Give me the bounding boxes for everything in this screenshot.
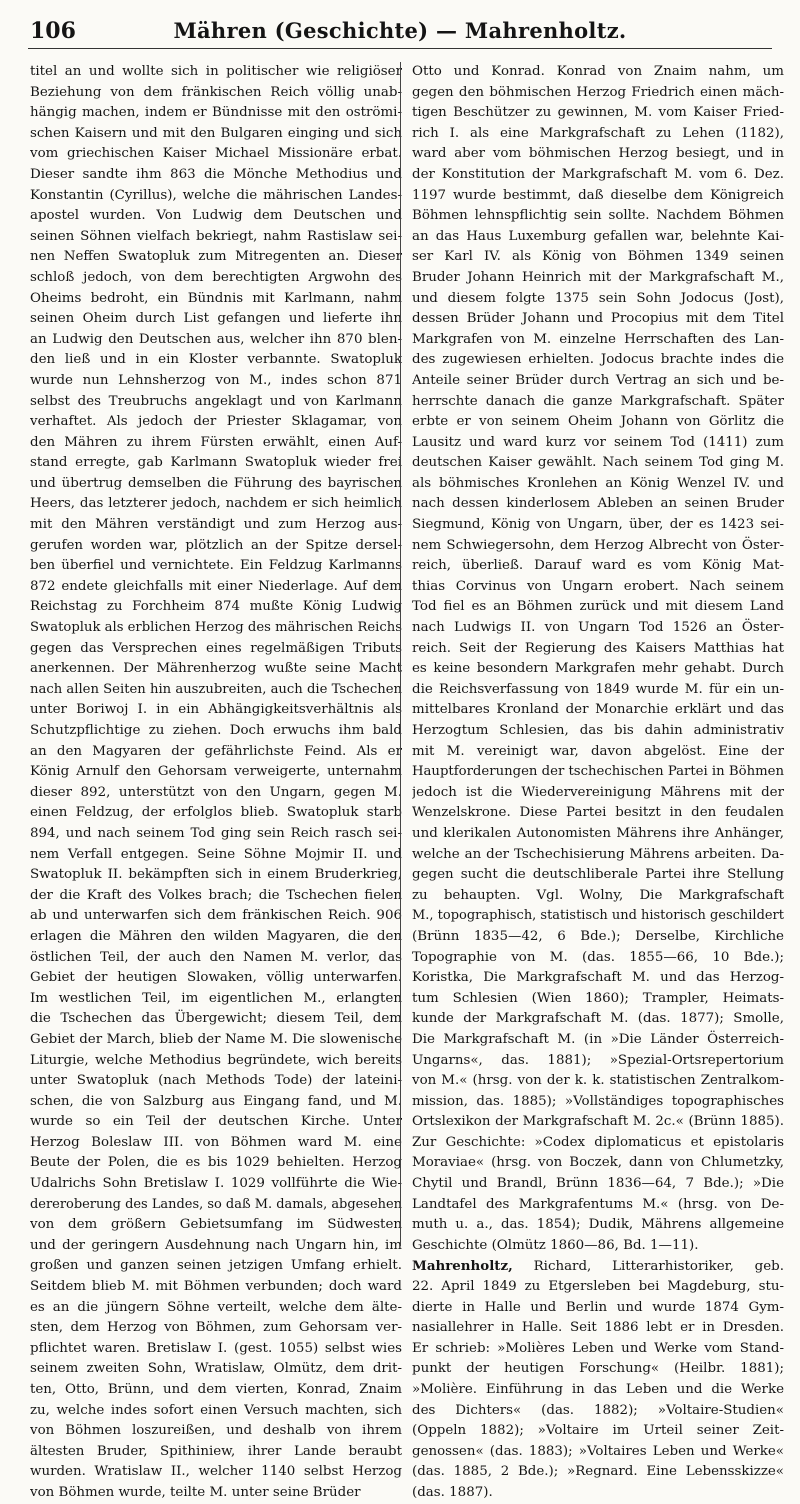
text-line bbox=[412, 165, 784, 186]
text-line-content: zu, welche indes sofort einen Versuch machten, sich bbox=[30, 1402, 402, 1418]
text-line bbox=[30, 103, 402, 124]
text-line-content: an das Haus Luxemburg gefallen war, belehnte Kai- bbox=[412, 228, 784, 244]
text-line-content: Herzogtum Schlesien, das bis dahin administrativ bbox=[412, 723, 784, 738]
text-line bbox=[412, 1339, 784, 1360]
text-line bbox=[412, 845, 784, 866]
text-line-content: gerufen worden war, plötzlich an der Spitze dersel- bbox=[30, 537, 402, 553]
text-line bbox=[412, 1071, 784, 1092]
running-title: Mähren (Geschichte) — Mahrenholtz. bbox=[173, 18, 627, 43]
text-line-content: Seitdem blieb M. mit Böhmen verbunden; doch ward bbox=[30, 1279, 402, 1295]
text-line bbox=[30, 392, 402, 413]
text-line-content: ältesten Bruder, Spithiniew, ihrer Lande beraubt bbox=[30, 1443, 402, 1459]
text-line bbox=[30, 1009, 402, 1030]
text-line bbox=[412, 659, 784, 680]
text-line-content: gegen den böhmischen Herzog Friedrich einen mäch- bbox=[412, 84, 784, 100]
text-line-content: den ließ und in ein Kloster verbannte. Swatopluk bbox=[30, 352, 402, 368]
text-line-content: verhaftet. Als jedoch der Priester Sklagamar, von bbox=[30, 414, 402, 430]
text-line-content: (Oppeln 1882); »Voltaire im Urteil seiner Zeit- bbox=[412, 1423, 784, 1439]
text-line-content: »Molière. Einführung in das Leben und die Werke bbox=[412, 1382, 784, 1397]
text-line-content: stand erregte, gab Karlmann Swatopluk wieder frei bbox=[30, 455, 402, 471]
text-line-content: seinen Oheim durch List gefangen und lieferte ihn bbox=[30, 311, 402, 327]
text-line-content: Landtafel des Markgrafentums M.« (hrsg. von De- bbox=[412, 1196, 784, 1212]
text-line-content: selbst des Treubruchs angeklagt und von Karlmann bbox=[30, 393, 402, 409]
text-line-content: Siegmund, König von Ungarn, über, der es 1423 sei- bbox=[412, 517, 784, 533]
text-line bbox=[30, 1071, 402, 1092]
text-line bbox=[412, 1277, 784, 1298]
text-line bbox=[30, 577, 402, 598]
text-line bbox=[412, 330, 784, 351]
text-line-content: ben überfiel und vernichtete. Ein Feldzug Karlmanns bbox=[30, 558, 402, 574]
text-line bbox=[30, 1030, 402, 1051]
text-line bbox=[30, 268, 402, 289]
text-line-content: und klerikalen Autonomisten Mährens ihre Anhänger, bbox=[412, 825, 784, 841]
text-line-content: Lausitz und ward kurz vor seinem Tod (1411) zum bbox=[412, 434, 784, 450]
text-line-content: der Konstitution der Markgrafschaft M. vom 6. Dez. bbox=[412, 166, 784, 182]
text-line-content: tum Schlesien (Wien 1860); Trampler, Heimats- bbox=[412, 990, 784, 1006]
text-line bbox=[412, 206, 784, 227]
text-line-content: genossen« (das. 1883); »Voltaires Leben und Werke« bbox=[412, 1443, 784, 1459]
text-line bbox=[30, 309, 402, 330]
text-line bbox=[412, 227, 784, 248]
text-line-content: und der geringern Ausdehnung nach Ungarn hin, im bbox=[30, 1237, 402, 1253]
text-line-content: tigen Beschützer zu gewinnen, M. vom Kaiser Fried- bbox=[412, 105, 784, 121]
text-line bbox=[30, 886, 402, 907]
text-line bbox=[412, 1462, 784, 1483]
text-line bbox=[412, 392, 784, 413]
text-line bbox=[30, 783, 402, 804]
text-line bbox=[412, 1236, 784, 1257]
text-line bbox=[412, 536, 784, 557]
text-line-content: seinem zweiten Sohn, Wratislaw, Olmütz, dem drit- bbox=[30, 1361, 402, 1377]
text-line-content: König Arnulf den Gehorsam verweigerte, unternahm bbox=[30, 764, 402, 780]
text-line-content: an Ludwig den Deutschen aus, welcher ihn 870 blen- bbox=[30, 331, 402, 347]
text-line-content: Im westlichen Teil, im eigentlichen M., erlangten bbox=[30, 990, 402, 1006]
text-line bbox=[30, 186, 402, 207]
text-line bbox=[30, 1380, 402, 1401]
text-line bbox=[30, 62, 402, 83]
text-line bbox=[412, 186, 784, 207]
text-line-content: Geschichte (Olmütz 1860—86, Bd. 1—11). bbox=[412, 1237, 699, 1253]
text-line bbox=[30, 742, 402, 763]
text-line bbox=[30, 289, 402, 310]
text-line-content: des Dichters« (das. 1882); »Voltaire-Studien« bbox=[412, 1402, 784, 1418]
text-line bbox=[412, 1442, 784, 1463]
text-line-content: von dem größern Gebietsumfang im Südwesten bbox=[30, 1217, 402, 1233]
text-line-content: ser Karl IV. als König von Böhmen 1349 seinen bbox=[412, 249, 784, 265]
text-line-content: Topographie von M. (das. 1855—66, 10 Bde.); bbox=[412, 949, 784, 965]
text-line-content: es keine besondern Markgrafen mehr gehabt. Durch bbox=[412, 661, 784, 677]
text-line-content: Herzog Boleslaw III. von Böhmen ward M. eine bbox=[30, 1134, 402, 1150]
text-line bbox=[30, 989, 402, 1010]
text-line bbox=[412, 103, 784, 124]
text-line bbox=[412, 721, 784, 742]
text-line-content: Chytil und Brandl, Brünn 1836—64, 7 Bde.); »Die bbox=[412, 1176, 784, 1192]
text-line-content: Böhmen lehnspflichtig sein sollte. Nachdem Böhmen bbox=[412, 208, 784, 224]
text-line bbox=[412, 1051, 784, 1072]
text-line bbox=[30, 803, 402, 824]
text-line bbox=[30, 1133, 402, 1154]
text-line-content: als böhmisches Kronlehen an König Wenzel IV. und bbox=[412, 475, 784, 491]
text-line bbox=[412, 762, 784, 783]
text-line-content: Otto und Konrad. Konrad von Znaim nahm, um bbox=[412, 64, 784, 79]
text-line bbox=[30, 350, 402, 371]
text-line bbox=[412, 865, 784, 886]
text-line bbox=[412, 989, 784, 1010]
text-line-content: unter Boriwoj I. in ein Abhängigkeitsverhältnis als bbox=[30, 702, 402, 718]
text-line bbox=[412, 247, 784, 268]
text-line-content: schen Kaisern und mit den Bulgaren einging und sich bbox=[30, 125, 402, 141]
text-line-content: Beziehung von dem fränkischen Reich völlig unab- bbox=[30, 84, 402, 100]
text-line bbox=[412, 700, 784, 721]
text-line-content: großen und ganzen seinen jetzigen Umfang erhielt. bbox=[30, 1258, 402, 1274]
text-line bbox=[30, 165, 402, 186]
text-line bbox=[412, 1256, 784, 1277]
text-line-content: Die Markgrafschaft M. (in »Die Länder Österreich- bbox=[412, 1031, 784, 1047]
text-line bbox=[412, 474, 784, 495]
left-column bbox=[30, 62, 402, 1504]
column-divider bbox=[400, 62, 401, 1246]
text-line-content: (das. 1887). bbox=[412, 1484, 493, 1500]
text-line bbox=[30, 1442, 402, 1463]
text-line-content: seinen Söhnen vielfach bekriegt, nahm Rastislaw sei- bbox=[30, 228, 402, 244]
text-line-content: und übertrug demselben die Führung des bayrischen bbox=[30, 475, 402, 491]
text-line-content: und diesem folgte 1375 sein Sohn Jodocus (Jost), bbox=[412, 290, 784, 306]
text-line-content: mit den Mähren verständigt und zum Herzog aus- bbox=[30, 517, 402, 533]
text-line bbox=[30, 845, 402, 866]
text-line bbox=[30, 412, 402, 433]
text-line-content: 22. April 1849 zu Etgersleben bei Magdeburg, stu- bbox=[412, 1279, 784, 1295]
text-line-content: rich I. als eine Markgrafschaft zu Lehen (1182), bbox=[412, 125, 784, 141]
text-line-content: Swatopluk II. bekämpften sich in einem Bruderkrieg, bbox=[30, 867, 402, 883]
text-line-content: schloß jedoch, von dem berechtigten Argwohn des bbox=[30, 269, 402, 285]
text-line bbox=[412, 948, 784, 969]
text-line bbox=[30, 1359, 402, 1380]
text-line-content: wurden. Wratislaw II., welcher 1140 selbst Herzog bbox=[30, 1464, 402, 1480]
text-line bbox=[30, 206, 402, 227]
text-line-content: die Reichsverfassung von 1849 wurde M. für ein un- bbox=[412, 681, 784, 697]
text-line bbox=[30, 433, 402, 454]
text-line-content: östlichen Teil, der auch den Namen M. verlor, das bbox=[30, 949, 402, 965]
text-line bbox=[412, 1318, 784, 1339]
text-line bbox=[412, 742, 784, 763]
text-line-content: einen Feldzug, der erfolglos blieb. Swatopluk starb bbox=[30, 805, 402, 821]
text-line-content: 1197 wurde bestimmt, daß dieselbe dem Königreich bbox=[412, 187, 784, 203]
text-line-content: dierte in Halle und Berlin und wurde 1874 Gym- bbox=[412, 1299, 784, 1315]
text-line bbox=[412, 1380, 784, 1401]
text-line bbox=[30, 144, 402, 165]
text-line bbox=[412, 1359, 784, 1380]
text-line-content: ten, Otto, Brünn, und dem vierten, Konrad, Znaim bbox=[30, 1382, 402, 1397]
text-line-content: zu behaupten. Vgl. Wolny, Die Markgrafschaft bbox=[412, 887, 784, 903]
text-line bbox=[412, 1133, 784, 1154]
text-line bbox=[412, 1112, 784, 1133]
text-line bbox=[30, 124, 402, 145]
text-line-content: reich, überließ. Darauf ward es vom König Mat- bbox=[412, 558, 784, 574]
text-line bbox=[412, 1215, 784, 1236]
text-line bbox=[412, 433, 784, 454]
text-line-content: der die Kraft des Volkes brach; die Tschechen fielen bbox=[30, 887, 402, 903]
text-line bbox=[30, 824, 402, 845]
text-line-content: herrschte danach die ganze Markgrafschaft. Später bbox=[412, 393, 784, 409]
text-line-content: Tod fiel es an Böhmen zurück und mit diesem Land bbox=[412, 599, 784, 615]
text-line bbox=[30, 1421, 402, 1442]
text-line bbox=[412, 577, 784, 598]
text-line bbox=[412, 597, 784, 618]
text-line-content: des zugewiesen erhielten. Jodocus brachte indes die bbox=[412, 352, 784, 368]
text-line bbox=[412, 515, 784, 536]
text-line-content: Er schrieb: »Molières Leben und Werke vom Stand- bbox=[412, 1340, 784, 1356]
text-line-content: Moraviae« (hrsg. von Boczek, dann von Chlumetzky, bbox=[412, 1155, 784, 1171]
text-line bbox=[30, 515, 402, 536]
text-line-content: (Brünn 1835—42, 6 Bde.); Derselbe, Kirchliche bbox=[412, 928, 784, 944]
text-line bbox=[412, 1483, 784, 1504]
text-line-content: sten, dem Herzog von Böhmen, zum Gehorsam ver- bbox=[30, 1320, 402, 1336]
text-line-content: Swatopluk als erblichen Herzog des mährischen Reichs bbox=[30, 620, 402, 636]
text-line-content: Anteile seiner Brüder durch Vertrag an sich und be- bbox=[412, 372, 784, 388]
text-line bbox=[30, 1236, 402, 1257]
text-line bbox=[412, 1030, 784, 1051]
text-line bbox=[412, 1009, 784, 1030]
text-line-content: vom griechischen Kaiser Michael Missionäre erbat. bbox=[30, 146, 402, 162]
text-line-content: anerkennen. Der Mährenherzog wußte seine Macht bbox=[30, 661, 402, 677]
text-line-content: die Tschechen das Übergewicht; diesem Teil, dem bbox=[30, 1011, 402, 1027]
text-line-content: dieser 892, unterstützt von den Ungarn, gegen M. bbox=[30, 784, 402, 800]
text-line-content: Mahrenholtz, Richard, Litterarhistoriker, geb. bbox=[412, 1258, 784, 1275]
text-line bbox=[412, 412, 784, 433]
text-line-content: nach Ludwigs II. von Ungarn Tod 1526 an Öster- bbox=[412, 620, 784, 636]
text-line-content: Heers, das letzterer jedoch, nachdem er sich heimlich bbox=[30, 496, 402, 512]
text-line-content: von Böhmen wurde, teilte M. unter seine Brüder bbox=[30, 1484, 361, 1500]
text-line bbox=[30, 1174, 402, 1195]
text-line-content: es an die jüngern Söhne verteilt, welche dem älte- bbox=[30, 1299, 402, 1315]
text-line-content: gegen sucht die deutschliberale Partei ihre Stellung bbox=[412, 867, 784, 883]
text-line-content: ab und unterwarfen sich dem fränkischen Reich. 906 bbox=[30, 908, 402, 924]
text-line bbox=[412, 1174, 784, 1195]
text-line bbox=[30, 83, 402, 104]
text-line bbox=[30, 1483, 402, 1504]
text-line bbox=[30, 494, 402, 515]
text-line bbox=[412, 886, 784, 907]
text-line bbox=[30, 1277, 402, 1298]
text-line bbox=[412, 83, 784, 104]
text-line bbox=[30, 453, 402, 474]
text-line bbox=[412, 371, 784, 392]
text-line-content: welche an der Tschechisierung Mährens arbeiten. Da- bbox=[412, 846, 784, 862]
text-line bbox=[412, 968, 784, 989]
text-line bbox=[30, 639, 402, 660]
text-line bbox=[412, 350, 784, 371]
text-line bbox=[30, 330, 402, 351]
text-line-content: unter Swatopluk (nach Methods Tode) der lateini- bbox=[30, 1073, 402, 1089]
text-line bbox=[412, 1092, 784, 1113]
text-line bbox=[30, 948, 402, 969]
text-line bbox=[412, 289, 784, 310]
text-line bbox=[30, 371, 402, 392]
text-line-content: Zur Geschichte: »Codex diplomaticus et epistolaris bbox=[412, 1134, 784, 1150]
text-line bbox=[30, 659, 402, 680]
text-line-content: schen, die von Salzburg aus Eingang fand, und M. bbox=[30, 1093, 402, 1109]
text-line bbox=[30, 1051, 402, 1072]
text-line-content: nem Verfall entgegen. Seine Söhne Mojmir II. und bbox=[30, 846, 402, 862]
text-line bbox=[412, 927, 784, 948]
text-line bbox=[412, 783, 784, 804]
text-line-content: nen Neffen Swatopluk zum Mitregenten an. Dieser bbox=[30, 249, 402, 265]
text-line bbox=[30, 762, 402, 783]
text-line bbox=[412, 906, 784, 927]
text-line bbox=[30, 1401, 402, 1422]
text-line-content: jedoch ist die Wiedervereinigung Mährens mit der bbox=[412, 784, 784, 800]
text-line-content: nem Schwiegersohn, dem Herzog Albrecht von Öster- bbox=[412, 537, 784, 553]
text-line bbox=[30, 556, 402, 577]
text-line-content: Schutzpflichtige zu ziehen. Doch erwuchs ihm bald bbox=[30, 723, 402, 738]
headword: Mahrenholtz, bbox=[412, 1258, 513, 1275]
right-column bbox=[412, 62, 784, 1504]
text-line-content: kunde der Markgrafschaft M. (das. 1877); Smolle, bbox=[412, 1011, 784, 1027]
text-line-content: an den Magyaren der gefährlichste Feind. Als er bbox=[30, 743, 402, 759]
text-line-content: Bruder Johann Heinrich mit der Markgrafschaft M., bbox=[412, 269, 784, 285]
text-line-content: pflichtet waren. Bretislaw I. (gest. 1055) selbst wies bbox=[30, 1340, 402, 1356]
text-line bbox=[30, 1256, 402, 1277]
text-line bbox=[30, 700, 402, 721]
text-line bbox=[412, 309, 784, 330]
text-line-content: 872 endete gleichfalls mit einer Niederlage. Auf dem bbox=[30, 578, 402, 594]
text-line-content: titel an und wollte sich in politischer wie religiöser bbox=[30, 64, 402, 79]
text-line bbox=[30, 1092, 402, 1113]
text-line bbox=[30, 1318, 402, 1339]
text-line-content: dereroberung des Landes, so daß M. damals, abgesehen bbox=[30, 1196, 402, 1212]
text-line-content: Dieser sandte ihm 863 die Mönche Methodius und bbox=[30, 166, 402, 182]
text-line bbox=[412, 1153, 784, 1174]
text-line-content: erlagen die Mähren den wilden Magyaren, die den bbox=[30, 928, 402, 944]
text-line bbox=[30, 618, 402, 639]
text-line bbox=[30, 1339, 402, 1360]
text-line-content: nach allen Seiten hin auszubreiten, auch die Tschechen bbox=[30, 681, 402, 697]
text-line bbox=[412, 639, 784, 660]
text-line-content: Konstantin (Cyrillus), welche die mährischen Landes- bbox=[30, 187, 402, 203]
text-line-content: wurde nun Lehnsherzog von M., indes schon 871 bbox=[30, 372, 402, 388]
text-line-content: Wenzelskrone. Diese Partei besitzt in den feudalen bbox=[412, 805, 784, 821]
text-line bbox=[30, 721, 402, 742]
text-line bbox=[412, 494, 784, 515]
text-line-content: Gebiet der March, blieb der Name M. Die slowenische bbox=[30, 1031, 402, 1047]
text-line bbox=[412, 124, 784, 145]
text-line-content: Liturgie, welche Methodius begründete, wich bereits bbox=[30, 1052, 402, 1068]
text-line bbox=[412, 268, 784, 289]
text-line bbox=[412, 1401, 784, 1422]
text-line-content: Reichstag zu Forchheim 874 mußte König Ludwig bbox=[30, 599, 402, 615]
text-line bbox=[30, 247, 402, 268]
text-line-content: wurde so ein Teil der deutschen Kirche. Unter bbox=[30, 1114, 402, 1130]
text-line bbox=[30, 865, 402, 886]
text-line-content: Beute der Polen, die es bis 1029 behielten. Herzog bbox=[30, 1155, 402, 1171]
text-line-content: thias Corvinus von Ungarn erobert. Nach seinem bbox=[412, 578, 784, 594]
page-header bbox=[28, 12, 772, 49]
text-line bbox=[30, 1153, 402, 1174]
text-line bbox=[412, 62, 784, 83]
page-number: 106 bbox=[30, 18, 76, 44]
text-line-content: mission, das. 1885); »Vollständiges topographisches bbox=[412, 1093, 784, 1109]
text-line-content: nasiallehrer in Halle. Seit 1886 lebt er in Dresden. bbox=[412, 1320, 784, 1336]
text-line-content: erbte er von seinem Oheim Johann von Görlitz die bbox=[412, 414, 784, 430]
text-line-content: Ortslexikon der Markgrafschaft M. 2c.« (Brünn 1885). bbox=[412, 1114, 784, 1130]
text-line-content: Hauptforderungen der tschechischen Partei in Böhmen bbox=[412, 764, 784, 780]
text-line bbox=[30, 680, 402, 701]
text-line bbox=[412, 618, 784, 639]
text-line-content: von Böhmen loszureißen, und deshalb von ihrem bbox=[30, 1423, 402, 1439]
text-line bbox=[30, 1112, 402, 1133]
text-line bbox=[30, 906, 402, 927]
text-line-content: gegen das Versprechen eines regelmäßigen Tributs bbox=[30, 640, 402, 656]
text-line bbox=[30, 1215, 402, 1236]
text-line bbox=[412, 803, 784, 824]
text-line bbox=[30, 227, 402, 248]
text-line-content: Ungarns«, das. 1881); »Spezial-Ortsrepertorium bbox=[412, 1052, 784, 1068]
text-line-content: Udalrichs Sohn Bretislaw I. 1029 vollführte die Wie- bbox=[30, 1176, 402, 1192]
text-line bbox=[30, 474, 402, 495]
text-line bbox=[412, 824, 784, 845]
text-line-content: mit M. vereinigt war, davon abgelöst. Eine der bbox=[412, 743, 784, 759]
text-line bbox=[412, 556, 784, 577]
text-line-content: mittelbares Kronland der Monarchie erklärt und das bbox=[412, 702, 784, 718]
text-line-content: hängig machen, indem er Bündnisse mit den oströmi- bbox=[30, 105, 402, 121]
text-line bbox=[412, 453, 784, 474]
text-line bbox=[30, 968, 402, 989]
text-line-content: Gebiet der heutigen Slowaken, völlig unterwarfen. bbox=[30, 970, 402, 986]
text-line-content: reich. Seit der Regierung des Kaisers Matthias hat bbox=[412, 640, 784, 656]
text-line-content: apostel wurden. Von Ludwig dem Deutschen und bbox=[30, 208, 402, 224]
text-line-content: dessen Brüder Johann und Procopius mit dem Titel bbox=[412, 311, 784, 327]
text-line bbox=[30, 1195, 402, 1216]
text-line bbox=[30, 597, 402, 618]
text-line bbox=[30, 927, 402, 948]
text-line-content: Koristka, Die Markgrafschaft M. und das Herzog- bbox=[412, 970, 784, 986]
text-line-content: deutschen Kaiser gewählt. Nach seinem Tod ging M. bbox=[412, 455, 784, 471]
text-line-content: punkt der heutigen Forschung« (Heilbr. 1881); bbox=[412, 1361, 784, 1377]
text-line bbox=[412, 144, 784, 165]
text-line-content: Markgrafen von M. einzelne Herrschaften des Lan- bbox=[412, 331, 784, 347]
text-line-content: Oheims bedroht, ein Bündnis mit Karlmann, nahm bbox=[30, 290, 402, 306]
text-line bbox=[412, 1421, 784, 1442]
text-line bbox=[30, 536, 402, 557]
text-line bbox=[412, 1195, 784, 1216]
text-line-content: 894, und nach seinem Tod ging sein Reich rasch sei- bbox=[30, 825, 402, 841]
text-line-content: M., topographisch, statistisch und historisch geschildert bbox=[412, 908, 784, 924]
text-line-content: muth u. a., das. 1854); Dudik, Mährens allgemeine bbox=[412, 1217, 784, 1233]
text-line bbox=[412, 680, 784, 701]
text-line-content: nach dessen kinderlosem Ableben an seinen Bruder bbox=[412, 496, 784, 512]
text-line bbox=[30, 1462, 402, 1483]
text-line-content: von M.« (hrsg. von der k. k. statistischen Zentralkom- bbox=[412, 1073, 784, 1089]
text-line bbox=[412, 1298, 784, 1319]
text-line-content: (das. 1885, 2 Bde.); »Regnard. Eine Lebensskizze« bbox=[412, 1464, 784, 1480]
text-line-content: ward aber vom böhmischen Herzog besiegt, und in bbox=[412, 146, 784, 162]
text-line bbox=[30, 1298, 402, 1319]
text-line-content: den Mähren zu ihrem Fürsten erwählt, einen Auf- bbox=[30, 434, 402, 450]
